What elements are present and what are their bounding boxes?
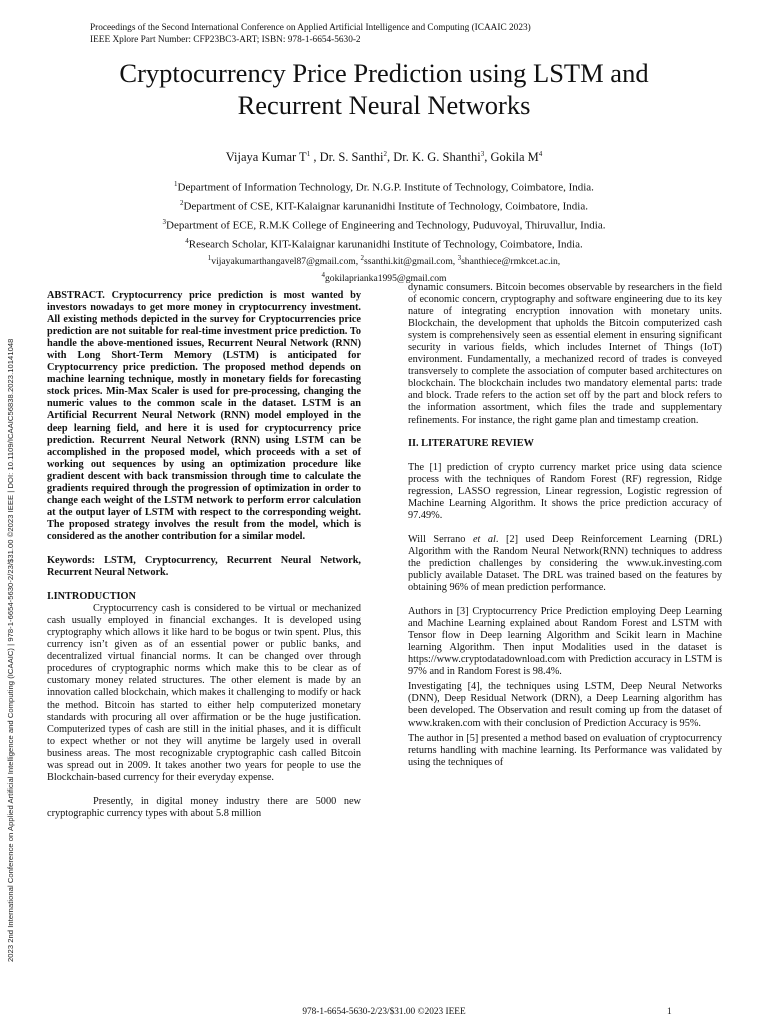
doi-side-stamp: 2023 2nd International Conference on Applied Artificial Intelligence and Computing (ICAAIC) | 978-1-6654-5630-2/23/$31.00 ©2023 IEEE | DOI: 10.1109/ICAAIC56838.2023.10141048: [6, 338, 15, 962]
affiliation-text: Department of CSE, KIT-Kalaignar karunanidhi Institute of Technology, Coimbatore, India.: [183, 200, 588, 213]
email-address: vijayakumarthangavel87@gmail.com,: [211, 256, 361, 268]
et-al-italic: et al: [472, 533, 496, 545]
right-column: [408, 282, 722, 769]
email-superscript: 2: [360, 254, 364, 263]
author-superscript: 2: [383, 150, 387, 158]
proceedings-line-1: Proceedings of the Second International Conference on Applied Artificial Intelligence and Computing (ICAAIC 2023): [90, 23, 531, 33]
literature-paragraph-2: [408, 534, 722, 594]
section-heading-introduction: I.INTRODUCTION: [47, 591, 136, 603]
intro-paragraph-continued: dynamic consumers. Bitcoin becomes observable by researchers in the field of economic concern, cryptography and software engineering due to its key nature of integrating encryption innovation with monetary units. Blockchain, the development that upholds the Bitcoin computerized cash system is comprehensively seen as essential element in ensuring significant security in various fields, which includes Internet of Things (IoT) environment. Fundamentally, a mechanized record of trades is conveyed transversely to complete the association of computer based architectures on blockchain. The blockchain includes two mandatory elemental parts: trade and block. Trade refers to the action set off by the part and block refers to the information assortment, which files the trade and supplementary refinements. For instance, the right game plan and timestamp creation.: [408, 282, 722, 426]
literature-paragraph-3: Authors in [3] Cryptocurrency Price Prediction employing Deep Learning and Machine Learning explained about Random Forest and LSTM with Tensor flow in Deep learning Algorithm and Scikit learn in Machine learning Algorithm. Then input Modalities used in the dataset is https://www.cryptodatadownload.com with Prediction accuracy in LSTM is 97% and in Random Forest is 98.4%.: [408, 606, 722, 678]
keywords: Keywords: LSTM, Cryptocurrency, Recurrent Neural Network, Recurrent Neural Network.: [47, 554, 361, 579]
affiliations: [90, 177, 678, 286]
intro-paragraph-1: Cryptocurrency cash is considered to be virtual or mechanized cash usually employed in financial exchanges. It is developed using cryptography which allows it like hard to be bogus or twin spent. Plus, this currency isn’t given as of an essential power or public banks, and decentralized virtual financial norms. It can be changed over through procedures of cryptographic norms which make this to be clear as of customary money related structures. The other element is made by an innovation called blockchain, which makes it challenging to modify or hack the method. Bitcoin has started to either help computerized monetary standards with procuring all over affirmation or be the huge justification. Computerized types of cash are still in the initial phases, and it is difficult to expect whether or not they will anytime be largely used in overall business areas. The most recognizable cryptographic cash called Bitcoin was spread out in 2009. It takes another two years for people to use the Blockchain-based currency for their everyday expense.: [47, 603, 361, 783]
affiliation: [90, 215, 678, 234]
author-superscript: 4: [538, 150, 543, 158]
footer-copyright: 978-1-6654-5630-2/23/$31.00 ©2023 IEEE: [302, 1007, 466, 1017]
affiliation: [90, 196, 678, 215]
email-address: gokilaprianka1995@gmail.com: [324, 273, 447, 285]
affiliation-text: Department of ECE, R.M.K College of Engineering and Technology, Puduvoyal, Thiruvallur, India.: [166, 219, 606, 232]
section-heading-literature-review: II. LITERATURE REVIEW: [408, 437, 534, 449]
author-name: Vijaya Kumar T: [225, 150, 307, 165]
literature-paragraph-4: Investigating [4], the techniques using LSTM, Deep Neural Networks (DNN), Deep Residual Network (DRN), a Deep Learning algorithm has been developed. The Observation and result coming up from the dataset of www.kraken.com with their conclusion of Prediction Accuracy is 95%.: [408, 681, 722, 729]
title-line-1: Cryptocurrency Price Prediction using LSTM and: [119, 58, 649, 88]
email-superscript: 4: [321, 271, 325, 280]
proceedings-line-2: IEEE Xplore Part Number: CFP23BC3-ART; ISBN: 978-1-6654-5630-2: [90, 35, 361, 45]
intro-paragraph-2: Presently, in digital money industry there are 5000 new cryptographic currency types with about 5.8 million: [47, 795, 361, 819]
email-address: shanthiece@rmkcet.ac.in,: [461, 256, 561, 268]
author-superscript: 3: [480, 150, 485, 158]
left-column: [47, 290, 361, 820]
affiliation-text: Research Scholar, KIT-Kalaignar karunanidhi Institute of Technology, Coimbatore, India.: [188, 238, 583, 251]
literature-paragraph-1: The [1] prediction of crypto currency market price using data science process with the techniques of Random Forest (RF) regression, Ridge regression, LASSO regression, Linear regression, Logistic regression of Machine Learning Algorithm. It shows the price prediction accuracy of 97.49%.: [408, 461, 722, 521]
author-separator: ,: [484, 150, 491, 165]
email-superscript: 3: [457, 254, 462, 263]
title-line-2: Recurrent Neural Networks: [237, 90, 531, 120]
affiliation-superscript: 4: [185, 236, 189, 245]
affiliation-superscript: 2: [179, 198, 184, 207]
author-superscript: 1: [306, 150, 311, 158]
author-list: [100, 146, 668, 165]
abstract: ABSTRACT. Cryptocurrency price prediction is most wanted by investors nowadays to get more money in cryptocurrency investment. All existing methods depicted in the survey for Cryptocurrencies price prediction are not suitable for real-time investment price prediction. To handle the above-mentioned issues, Recurrent Neural Network (RNN) with Long Short-Term Memory (LSTM) is anticipated for Cryptocurrency price prediction. The proposed method depends on machine learning technique, mostly in monetary fields for forecasting stock prices. Min-Max Scaler is used for pre-processing, changing the numeric values to the common scale in the dataset. LSTM is an Artificial Recurrent Neural Network (RNN) model employed in the deep learning field, and here it is used for cryptocurrency price prediction. Recurrent Neural Network (RNN) using LSTM can be accomplished in the proposed model, which proceeds with a set of working out sequences by using an optimization procedure like gradient descent with back transmission through time to calculate the gradients required through the progression of optimization in order to change each weight of the LSTM network to perform error calculation at the output layer of LSTM with respect to the corresponding weight. The proposed strategy involves the result from the model, which is considered as the another contribution for a similar model.: [47, 290, 361, 542]
email-superscript: 1: [207, 254, 212, 263]
author-separator: ,: [310, 150, 320, 165]
author-name: Dr. K. G. Shanthi: [393, 150, 481, 165]
author-name: Dr. S. Santhi: [319, 150, 384, 165]
author-separator: ,: [386, 150, 394, 165]
literature-paragraph-5: The author in [5] presented a method based on evaluation of cryptocurrency returns handling with machine learning. Its Performance was validated by using the techniques of: [408, 732, 722, 768]
literature-text: . [2] used Deep Reinforcement Learning (DRL) Algorithm with the Random Neural Network(RNN) techniques to address the prediction challenges by considering the www.uk.investing.com publicly available Dataset. The DRL was trained based on the features by obtaining 96% of mean prediction performance.: [408, 533, 723, 594]
affiliation-text: Department of Information Technology, Dr. N.G.P. Institute of Technology, Coimbatore, India.: [177, 181, 594, 194]
author-name: Gokila M: [490, 150, 539, 165]
proceedings-header: [90, 22, 531, 46]
affiliation-superscript: 3: [162, 217, 167, 226]
literature-text: Will Serrano: [408, 533, 473, 545]
affiliation: [90, 234, 678, 253]
affiliation-superscript: 1: [174, 180, 178, 188]
paper-title: [40, 57, 728, 121]
affiliation: [90, 177, 678, 196]
email-address: ssanthi.kit@gmail.com,: [364, 256, 458, 268]
email-list: [90, 252, 678, 269]
page-number: 1: [667, 1007, 672, 1017]
